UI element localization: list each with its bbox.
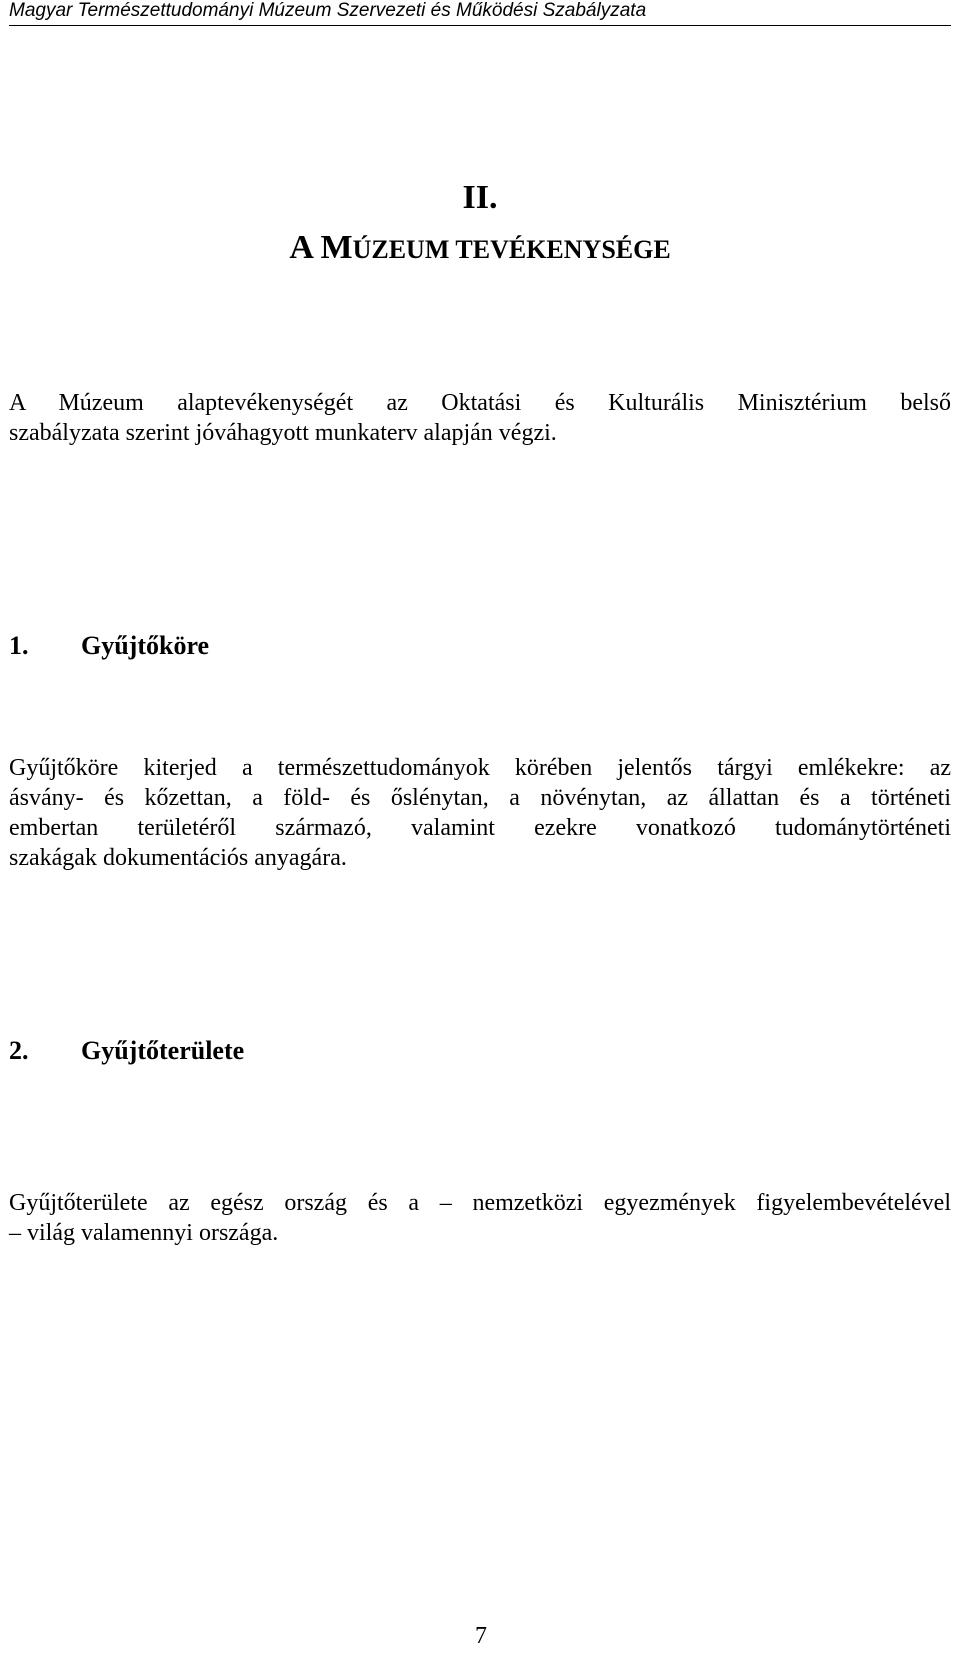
running-header: Magyar Természettudományi Múzeum Szervezeti és Működési Szabályzata	[9, 0, 647, 21]
part-title	[0, 228, 960, 270]
paragraph-line: Gyűjtőterülete az egész ország és a – nemzetközi egyezmények figyelembevételével	[9, 1190, 951, 1216]
paragraph-line: Gyűjtőköre kiterjed a természettudományok körében jelentős tárgyi emlékekre: az	[9, 755, 951, 781]
intro-line: szabályzata szerint jóváhagyott munkaterv alapján végzi.	[9, 420, 557, 446]
intro-paragraph	[9, 388, 951, 448]
intro-line: A Múzeum alaptevékenységét az Oktatási és Kulturális Minisztérium belső	[9, 390, 951, 416]
page-number: 7	[475, 1623, 487, 1649]
section-number: 2.	[9, 1036, 29, 1065]
paragraph-line: szakágak dokumentációs anyagára.	[9, 845, 347, 871]
part-title-initial: A M	[289, 229, 353, 266]
part-title-rest: ÚZEUM TEVÉKENYSÉGE	[352, 235, 671, 264]
section-paragraph-collection-area	[9, 1188, 951, 1248]
section-heading-collection-scope	[9, 630, 209, 662]
part-number: II.	[462, 179, 498, 216]
section-heading-collection-area	[9, 1035, 244, 1067]
section-paragraph-collection-scope	[9, 753, 951, 873]
paragraph-line: embertan területéről származó, valamint ezekre vonatkozó tudománytörténeti	[9, 815, 951, 841]
paragraph-line: ásvány- és kőzettan, a föld- és őslénytan, a növénytan, az állattan és a történeti	[9, 785, 951, 811]
section-title: Gyűjtőterülete	[81, 1036, 245, 1065]
section-title: Gyűjtőköre	[81, 631, 210, 660]
section-number: 1.	[9, 631, 29, 660]
paragraph-line: – világ valamennyi országa.	[9, 1220, 279, 1246]
header-rule	[9, 25, 951, 26]
